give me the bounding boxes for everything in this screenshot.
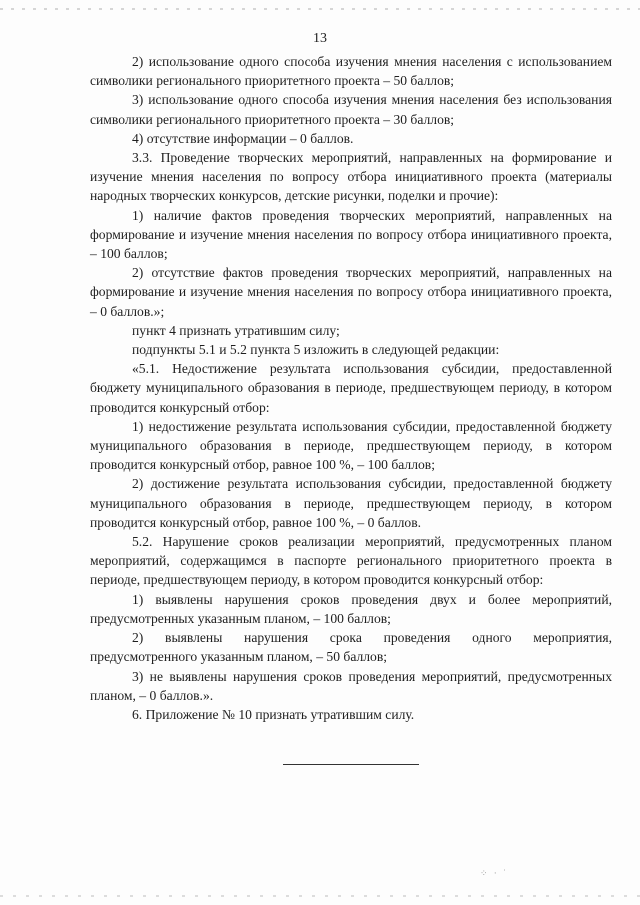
paragraph: 1) выявлены нарушения сроков проведения двух и более мероприятий, предусмотренных указанным планом, – 100 баллов; (90, 591, 612, 626)
paragraph: 5.2. Нарушение сроков реализации мероприятий, предусмотренных планом мероприятий, содержащимся в паспорте регионального приоритетного проекта в периоде, предшествующем периоду, в котором проводится конкурсный отбор: (90, 534, 612, 588)
paragraph: 3.3. Проведение творческих мероприятий, направленных на формирование и изучение мнения населения по вопросу отбора инициативного проекта (материалы народных творческих конкурсов, детские рисунки, поделки и прочие): (90, 150, 612, 204)
paragraph: 6. Приложение № 10 признать утратившим силу. (132, 706, 415, 722)
closing-separator-line (283, 764, 419, 765)
paragraph: 1) недостижение результата использования субсидии, предоставленной бюджету муниципального образования в периоде, предшествующем периоду, в котором проводится конкурсный отбор, равное 100 %, – 100 баллов; (90, 418, 612, 473)
page-number: 13 (313, 31, 327, 46)
paragraph: 2) выявлены нарушения срока проведения одного мероприятия, предусмотренного указанным планом, – 50 баллов; (90, 630, 612, 665)
scan-edge-artifact (0, 8, 640, 10)
paragraph: 2) использование одного способа изучения мнения населения с использованием символики регионального приоритетного проекта – 50 баллов; (90, 54, 612, 89)
paragraph: подпункты 5.1 и 5.2 пункта 5 изложить в следующей редакции: (132, 342, 500, 358)
document-body (90, 52, 612, 724)
paragraph: «5.1. Недостижение результата использования субсидии, предоставленной бюджету муниципального образования в периоде, предшествующем периоду, в котором проводится конкурсный отбор: (90, 361, 612, 415)
paragraph: 2) отсутствие фактов проведения творческих мероприятий, направленных на формирование и изучение мнения населения по вопросу отбора инициативного проекта, – 0 баллов.»; (90, 265, 612, 319)
paragraph: 1) наличие фактов проведения творческих мероприятий, направленных на формирование и изучение мнения населения по вопросу отбора инициативного проекта, – 100 баллов; (90, 207, 612, 262)
paragraph: 3) не выявлены нарушения сроков проведения мероприятий, предусмотренных планом, – 0 баллов.». (90, 668, 612, 703)
paragraph: 3) использование одного способа изучения мнения населения без использования символики регионального приоритетного проекта – 30 баллов; (90, 92, 612, 127)
paragraph: пункт 4 признать утратившим силу; (132, 322, 340, 338)
scan-edge-artifact (0, 895, 640, 897)
paragraph: 4) отсутствие информации – 0 баллов. (132, 130, 354, 146)
scan-noise-marks: ⁘ · ˙ (480, 868, 509, 878)
paragraph: 2) достижение результата использования субсидии, предоставленной бюджету муниципального образования в периоде, предшествующем периоду, в котором проводится конкурсный отбор, равное 100 %, – 0 баллов. (90, 476, 612, 530)
